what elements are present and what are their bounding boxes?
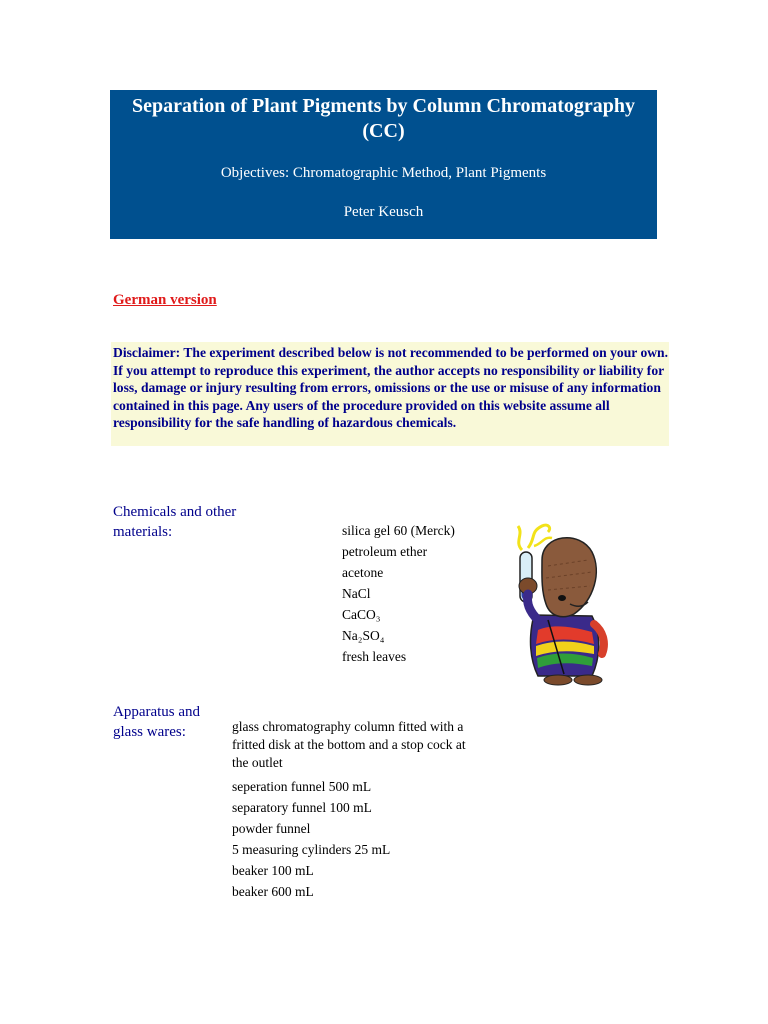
list-item: seperation funnel 500 mL	[232, 779, 372, 794]
apparatus-list	[232, 718, 467, 902]
list-item: silica gel 60 (Merck)	[342, 523, 455, 538]
list-item: separatory funnel 100 mL	[232, 800, 372, 815]
mole-chemist-illustration	[508, 520, 613, 690]
title-banner	[110, 90, 657, 239]
list-item: beaker 100 mL	[232, 863, 314, 878]
chemicals-label: Chemicals and other materials:	[113, 504, 237, 540]
apparatus-label: Apparatus and glass wares:	[113, 704, 201, 740]
list-item: NaCl	[342, 586, 371, 601]
german-version-link[interactable]: German version	[113, 292, 217, 308]
list-item: Na₂SO₄	[342, 628, 385, 643]
list-item: petroleum ether	[342, 544, 428, 559]
list-item: 5 measuring cylinders 25 mL	[232, 842, 391, 857]
list-item: glass chromatography column fitted with a fritted disk at the bottom and a stop cock at the outlet	[232, 719, 466, 770]
author-name: Peter Keusch	[343, 204, 424, 220]
disclaimer-box: Disclaimer: The experiment described below is not recommended to be performed on your own. If you attempt to reproduce this experiment, the author accepts no responsibility or liability for loss, damage or injury resulting from errors, omissions or the use or misuse of any information contained in this page. Any users of the procedure provided on this website assume all responsibility for the safe handling of hazardous chemicals.	[111, 342, 669, 446]
list-item: CaCO₃	[342, 607, 381, 622]
list-item: acetone	[342, 565, 384, 580]
list-item: beaker 600 mL	[232, 884, 314, 899]
list-item: fresh leaves	[342, 649, 407, 664]
page-title: Separation of Plant Pigments by Column Chromatography (CC)	[132, 95, 635, 142]
objectives-line: Objectives: Chromatographic Method, Plant Pigments	[220, 165, 547, 181]
list-item: powder funnel	[232, 821, 311, 836]
chemicals-list	[342, 520, 455, 667]
